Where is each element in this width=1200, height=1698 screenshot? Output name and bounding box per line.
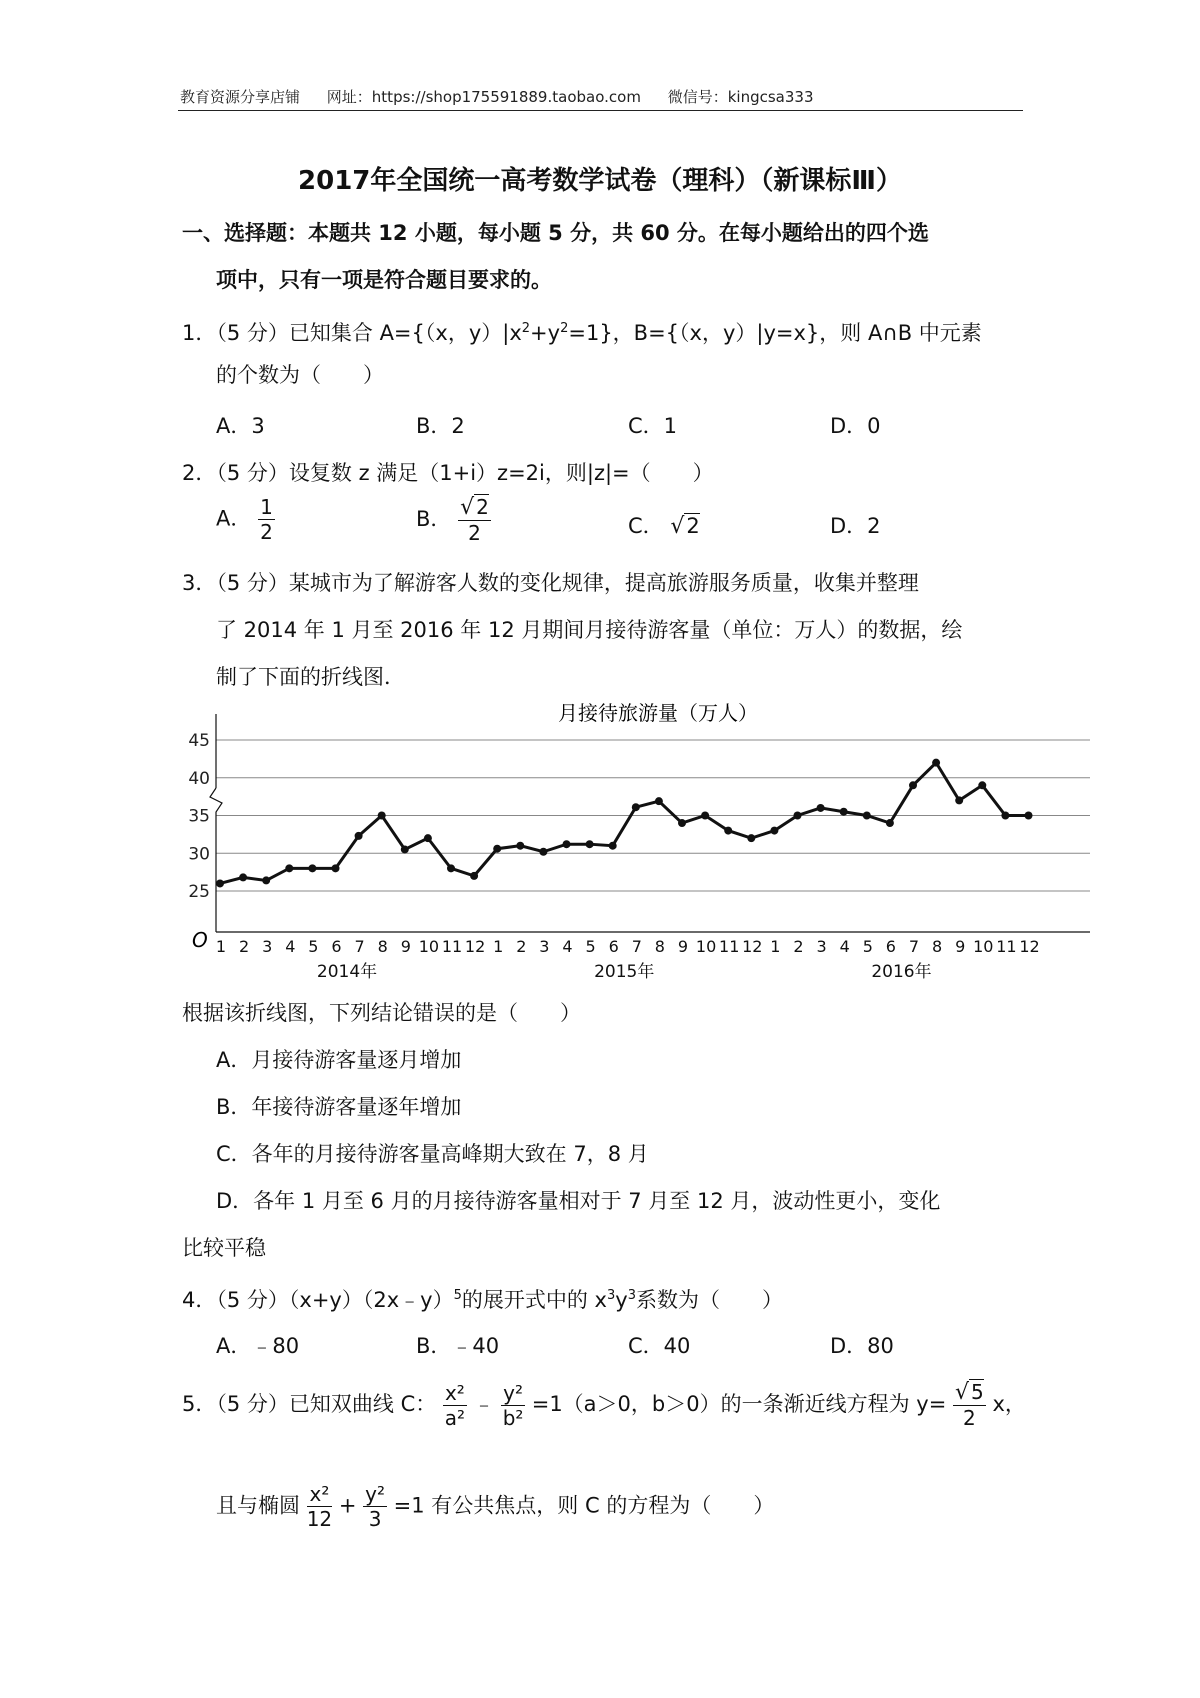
q5-stem-line2 [216,1482,774,1531]
data-point [747,834,755,842]
data-point [840,808,848,816]
data-point [586,840,594,848]
q4-exp-5: 5 [453,1288,462,1303]
year-label: 2016年 [871,962,932,982]
data-point [886,819,894,827]
q5-stem-line1 [182,1380,1026,1430]
shop-url[interactable]: 网址：https://shop175591889.taobao.com [326,88,641,106]
data-point [678,819,686,827]
q2-c-radicand: 2 [686,514,700,538]
x-tick-label: 10 [695,937,717,956]
q5-plus: + [338,1493,357,1518]
q5-f5-num: y² [365,1482,385,1506]
y-tick-25: 25 [188,882,210,902]
q1-option-d: D．0 [830,414,881,438]
x-tick-label: 3 [816,937,827,956]
data-point [655,797,663,805]
q5-mid: =1（a＞0，b＞0）的一条渐近线方程为 y= [531,1392,947,1416]
q1-stem [182,305,982,357]
q5-frac-x2-a2 [443,1381,467,1430]
line-chart [178,700,1098,990]
data-point [493,845,501,853]
y-axis-break [210,788,222,932]
y-tick-labels [188,731,210,902]
x-tick-label: 12 [464,937,486,956]
x-tick-label: 2 [793,937,804,956]
x-tick-label: 11 [719,937,740,956]
q4-exp-x: 3 [606,1288,616,1303]
q2-a-fraction [258,495,275,544]
data-point [447,864,455,872]
q5-line2-pre: 且与椭圆 [216,1493,300,1518]
data-point [262,876,270,884]
section-heading-1: 一、选择题：本题共 12 小题，每小题 5 分，共 60 分。在每小题给出的四个选 [182,221,929,245]
data-point [609,842,617,850]
data-point [216,879,224,887]
q5-pre: 5．（5 分）已知双曲线 C： [182,1392,437,1416]
series-line [220,763,1029,884]
data-point [355,832,363,840]
q5-f1-den: a² [444,1405,465,1430]
q5-f4-num: x² [307,1482,332,1507]
y-tick-35: 35 [188,806,210,827]
q3-question: 根据该折线图，下列结论错误的是（ ） [182,1001,581,1025]
q2-a-label: A． [216,506,252,531]
q2-option-a [216,495,275,544]
q2-option-c: C． √2 [628,514,700,539]
q2-option-d: D．2 [830,514,881,538]
x-tick-label: 2 [239,937,250,956]
q2-b-fraction [458,495,491,545]
x-tick-label: 8 [377,937,388,956]
x-tick-label: 10 [973,937,994,956]
q1-part3: =1}，B={（x，y）|y=x}，则 A∩B 中元素 [568,321,982,345]
q4-option-c: C．40 [628,1334,691,1358]
x-tick-label: 1 [770,937,781,956]
x-tick-label: 5 [862,937,873,956]
q5-frac-y2-3 [363,1482,387,1531]
q3-option-d-line2: 比较平稳 [182,1236,266,1260]
shop-name: 教育资源分享店铺 [180,88,301,106]
q4-part-a: 4．（5 分）（x+y）（2x﹣y） [182,1288,454,1312]
data-point [632,803,640,811]
x-tick-label: 4 [839,937,850,956]
q1-exp-y: 2 [560,321,569,336]
q5-f3-num: √ 5 [954,1380,984,1405]
q4-option-d: D．80 [830,1334,894,1358]
q5-f2-den: b² [502,1405,524,1430]
data-point [563,840,571,848]
data-point [378,812,386,820]
data-point [817,804,825,812]
q2-b-radicand: 2 [476,495,489,519]
chart-title: 月接待旅游量（万人） [558,701,758,725]
q3-option-c: C．各年的月接待游客量高峰期大致在 7，8 月 [216,1142,649,1166]
wechat-id: 微信号：kingcsa333 [667,88,814,106]
q2-b-den: 2 [468,521,481,545]
data-point [724,827,732,835]
origin-label: O [192,928,208,952]
y-tick-30: 30 [188,844,210,865]
q2-a-num: 1 [260,495,273,519]
q5-minus: ﹣ [473,1392,495,1416]
q1-part1: 1．（5 分）已知集合 A={（x，y）|x [182,321,522,345]
data-point [424,834,432,842]
data-point [978,781,986,789]
q2-c-label: C． [628,514,664,538]
x-tick-label: 2 [516,937,527,956]
page-title: 2017年全国统一高考数学试卷（理科）（新课标Ⅲ） [298,166,902,196]
q5-line2-post: =1 有公共焦点，则 C 的方程为（ ） [393,1493,775,1518]
x-tick-label: 5 [585,937,596,956]
x-tick-label: 9 [955,937,966,956]
x-tick-label: 9 [400,937,411,956]
data-point [401,845,409,853]
x-tick-label: 12 [742,937,763,956]
data-point [770,827,778,835]
chart-axes [192,714,1090,952]
x-tick-label: 7 [354,937,365,956]
y-tick-45: 45 [188,731,210,751]
q1-option-a: A．3 [216,414,265,438]
x-tick-label: 4 [562,937,573,956]
q4-stem [182,1272,783,1324]
q2-a-den: 2 [260,520,273,544]
data-point [701,812,709,820]
q3-option-a: A．月接待游客量逐月增加 [216,1048,462,1072]
x-tick-label: 3 [539,937,550,956]
q4-part-d: 系数为（ ） [635,1288,783,1312]
q4-exp-y: 3 [627,1288,636,1303]
x-tick-labels [216,937,1040,956]
data-point [1025,812,1033,820]
x-tick-label: 8 [654,937,665,956]
q5-tail: x， [992,1392,1026,1416]
x-tick-label: 10 [418,937,440,956]
q5-f1-num: x² [444,1380,465,1405]
q1-exp-x: 2 [521,321,531,336]
x-tick-label: 4 [285,937,296,956]
x-tick-label: 11 [996,937,1017,956]
data-point [516,842,524,850]
data-point [932,759,940,767]
x-tick-label: 12 [1019,937,1040,956]
x-tick-label: 9 [677,937,689,956]
q4-part-c: y [615,1288,628,1312]
q5-f4-den: 12 [306,1507,333,1531]
q3-stem-line2: 了 2014 年 1 月至 2016 年 12 月期间月接待游客量（单位：万人）的数据，绘 [216,618,963,642]
q2-stem: 2．（5 分）设复数 z 满足（1+i）z=2i，则|z|=（ ） [182,461,714,485]
q3-option-b: B．年接待游客量逐年增加 [216,1095,462,1119]
q1-option-b: B．2 [416,414,465,438]
x-tick-label: 7 [631,937,642,956]
data-point [863,812,871,820]
year-label: 2015年 [594,962,655,982]
x-tick-label: 6 [885,937,896,956]
q5-f3-radicand: 5 [971,1380,984,1404]
header-rule [178,110,1023,111]
q1-part2: +y [530,321,561,345]
x-tick-label: 6 [608,937,619,956]
y-tick-40: 40 [188,768,210,789]
data-point [955,796,963,804]
page-header [180,86,1030,107]
q4-option-b: B．﹣40 [416,1334,500,1358]
x-tick-label: 8 [932,937,943,956]
data-point [239,873,247,881]
x-tick-label: 5 [308,937,319,956]
x-tick-label: 1 [215,937,227,956]
year-label: 2014年 [316,962,378,982]
q1-option-c: C．1 [628,414,678,438]
q4-option-a: A．﹣80 [216,1334,300,1358]
data-point [285,864,293,872]
data-point [794,812,802,820]
x-tick-label: 11 [441,937,463,956]
x-tick-label: 6 [331,937,342,956]
q5-f3-den: 2 [963,1406,976,1430]
q5-frac-y2-b2 [501,1381,525,1430]
data-point [332,864,340,872]
q4-part-b: 的展开式中的 x [461,1288,607,1312]
data-point [470,872,478,880]
q2-b-num: √ 2 [460,495,489,520]
x-tick-label: 7 [908,937,920,956]
q3-stem-line1: 3．（5 分）某城市为了解游客人数的变化规律，提高旅游服务质量，收集并整理 [182,571,919,595]
section-heading-2: 项中，只有一项是符合题目要求的。 [216,268,552,292]
q5-f2-num: y² [503,1380,524,1405]
data-point [308,864,316,872]
year-labels [317,961,932,982]
q5-frac-sqrt5-2 [953,1380,986,1430]
data-point [539,848,547,856]
q5-frac-x2-12 [307,1482,332,1531]
q2-b-label: B． [416,507,452,531]
q5-f5-den: 3 [368,1507,382,1531]
x-tick-label: 3 [262,937,273,956]
q1-stem-line2: 的个数为（ ） [216,363,384,387]
data-point [1001,812,1009,820]
data-point [909,781,917,789]
x-tick-label: 1 [493,937,504,956]
q3-option-d-line1: D．各年 1 月至 6 月的月接待游客量相对于 7 月至 12 月，波动性更小，变化 [216,1189,941,1213]
chart-grid [216,740,1090,891]
q2-option-b [416,495,491,545]
q3-stem-line3: 制了下面的折线图． [216,665,405,689]
